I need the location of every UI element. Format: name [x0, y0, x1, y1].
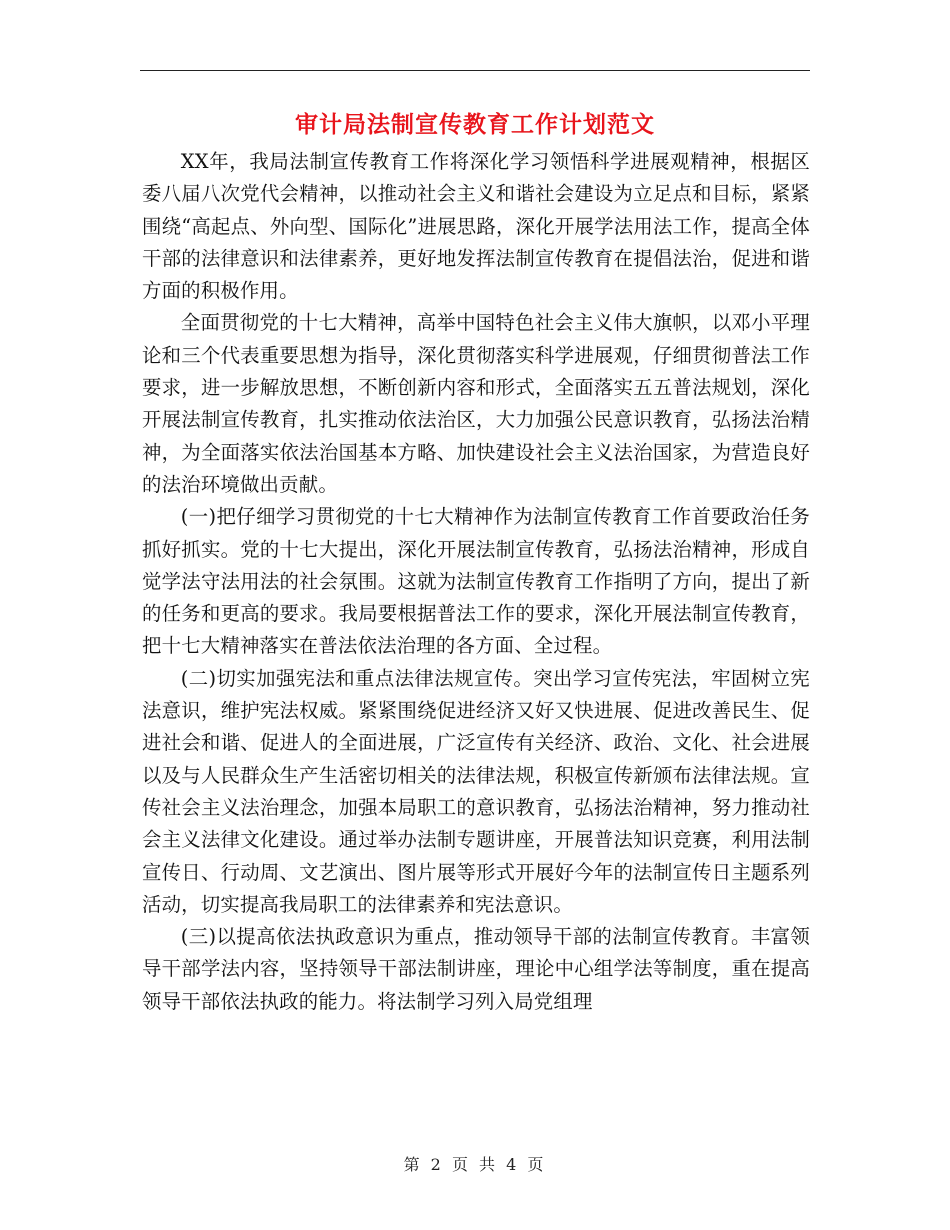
paragraph-intro: XX年，我局法制宣传教育工作将深化学习领悟科学进展观精神，根据区委八届八次党代会精神，以推动社会主义和谐社会建设为立足点和目标，紧紧围绕“高起点、外向型、国际化”进展思路，深化开展学法用法工作，提高全体干部的法律意识和法律素养，更好地发挥法制宣传教育在提倡法治，促进和谐方面的积极作用。 [142, 150, 810, 303]
header-rule [140, 70, 810, 71]
paragraph-guiding-ideology: 全面贯彻党的十七大精神，高举中国特色社会主义伟大旗帜，以邓小平理论和三个代表重要思想为指导，深化贯彻落实科学进展观，仔细贯彻普法工作要求，进一步解放思想，不断创新内容和形式，全面落实五五普法规划，深化开展法制宣传教育，扎实推动依法治区，大力加强公民意识教育，弘扬法治精神，为全面落实依法治国基本方略、加快建设社会主义法治国家，为营造良好的法治环境做出贡献。 [142, 311, 810, 496]
document-body [142, 146, 810, 1018]
paragraph-section-1: (一)把仔细学习贯彻党的十七大精神作为法制宣传教育工作首要政治任务抓好抓实。党的十七大提出，深化开展法制宣传教育，弘扬法治精神，形成自觉学法守法用法的社会氛围。这就为法制宣传教育工作指明了方向，提出了新的任务和更高的要求。我局要根据普法工作的要求，深化开展法制宣传教育，把十七大精神落实在普法依法治理的各方面、全过程。 [142, 505, 810, 658]
document-title: 审计局法制宣传教育工作计划范文 [295, 111, 655, 138]
page-number-footer: 第 2 页 共 4 页 [403, 1155, 547, 1174]
paragraph-section-3: (三)以提高依法执政意识为重点，推动领导干部的法制宣传教育。丰富领导干部学法内容，坚持领导干部法制讲座，理论中心组学法等制度，重在提高领导干部依法执政的能力。将法制学习列入局党组理 [142, 925, 810, 1013]
paragraph-section-2: (二)切实加强宪法和重点法律法规宣传。突出学习宣传宪法，牢固树立宪法意识，维护宪法权威。紧紧围绕促进经济又好又快进展、促进改善民生、促进社会和谐、促进人的全面进展，广泛宣传有关经济、政治、文化、社会进展以及与人民群众生产生活密切相关的法律法规，积极宣传新颁布法律法规。宣传社会主义法治理念，加强本局职工的意识教育，弘扬法治精神，努力推动社会主义法律文化建设。通过举办法制专题讲座，开展普法知识竞赛，利用法制宣传日、行动周、文艺演出、图片展等形式开展好今年的法制宣传日主题系列活动，切实提高我局职工的法律素养和宪法意识。 [142, 666, 810, 916]
